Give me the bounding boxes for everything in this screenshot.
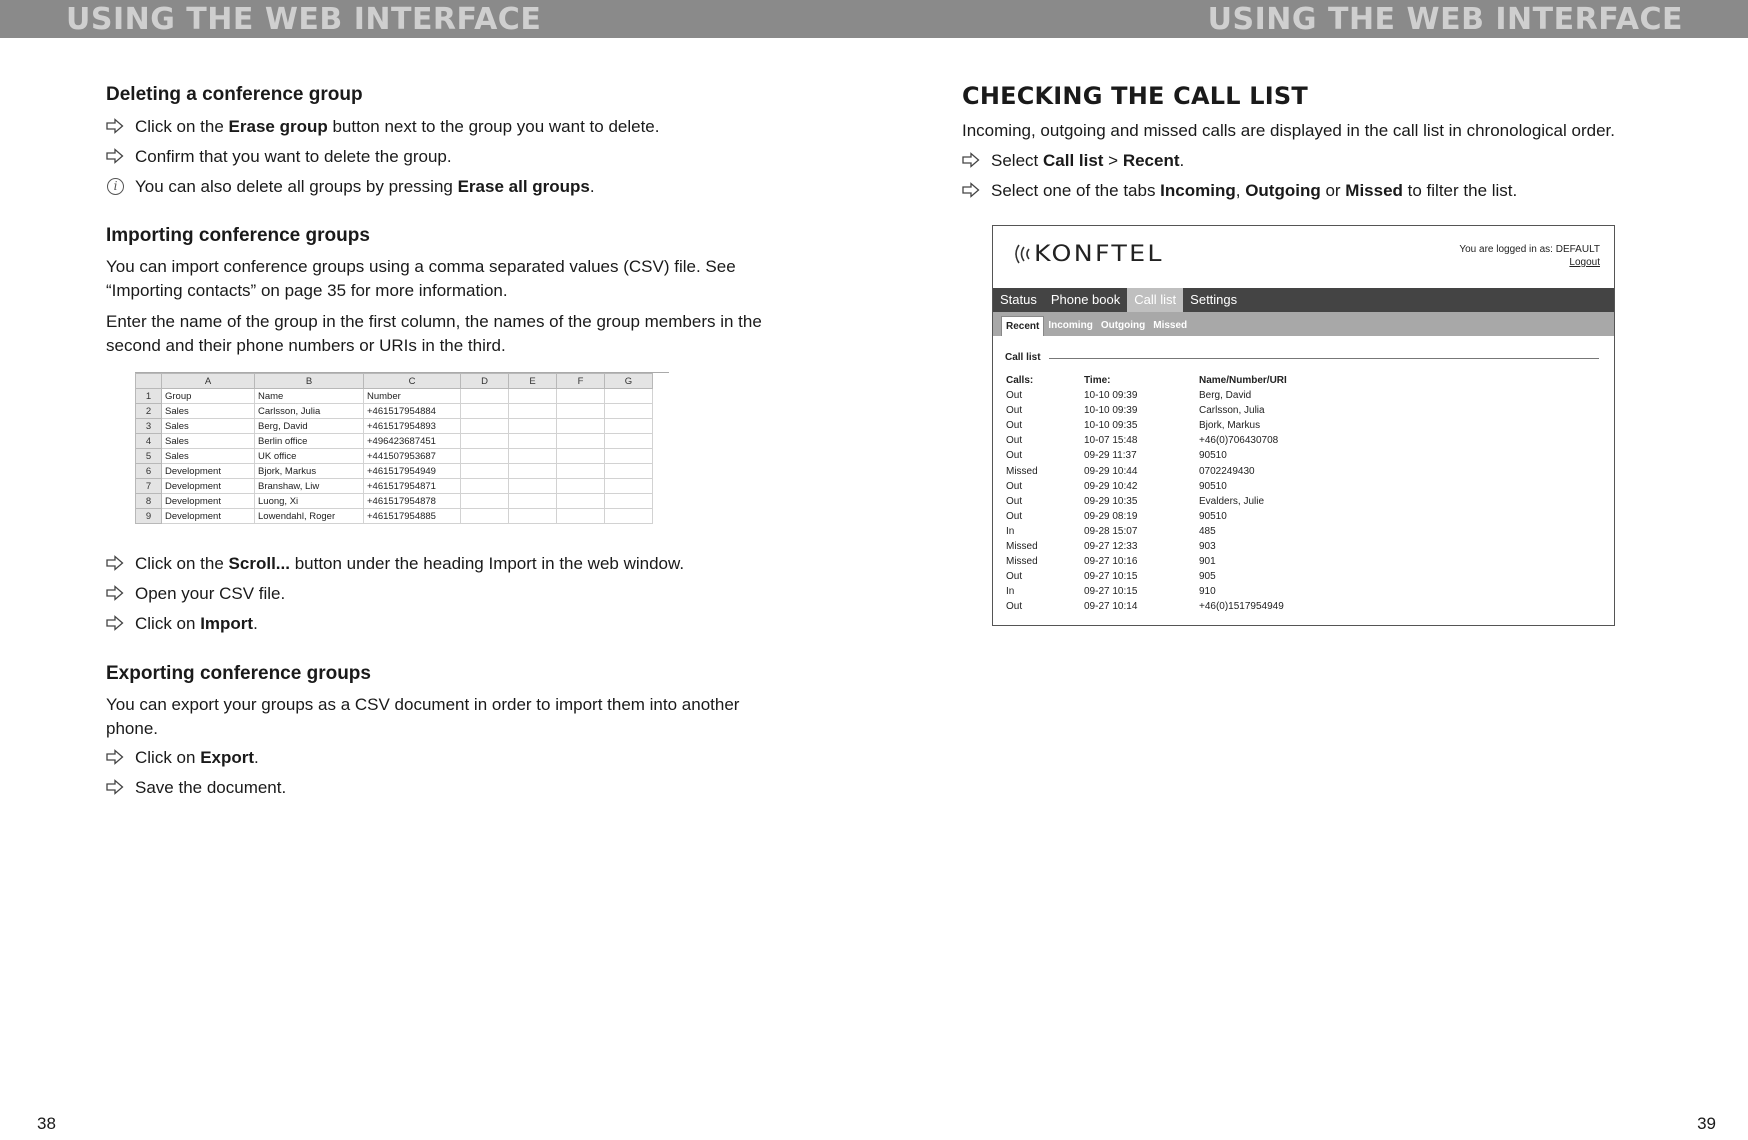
call-row (1006, 388, 1586, 403)
spreadsheet-cell-number: +496423687451 (364, 434, 461, 449)
spreadsheet-empty-cell (557, 404, 605, 419)
spreadsheet-empty-cell (557, 464, 605, 479)
call-type: Out (1006, 420, 1023, 432)
call-type: Out (1006, 510, 1023, 522)
spreadsheet-empty-cell (509, 449, 557, 464)
spreadsheet-column-header: D (461, 374, 509, 389)
call-list-table (1006, 373, 1586, 615)
spreadsheet-empty-cell (461, 509, 509, 524)
spreadsheet-empty-cell (509, 389, 557, 404)
konftel-logo (1010, 241, 1164, 267)
spreadsheet-row-number: 1 (136, 389, 162, 404)
logged-in-text: You are logged in as: DEFAULT (1459, 244, 1600, 255)
spreadsheet-empty-cell (461, 494, 509, 509)
login-status (1459, 243, 1600, 269)
call-time: 09-29 10:44 (1084, 465, 1138, 477)
call-time: 09-29 08:19 (1084, 510, 1138, 522)
web-interface-screenshot (992, 225, 1615, 626)
arrow-icon (962, 152, 980, 168)
spreadsheet-empty-cell (461, 479, 509, 494)
logo-waves-icon (1010, 242, 1032, 266)
spreadsheet-cell-number: +461517954949 (364, 464, 461, 479)
spreadsheet-row-number: 2 (136, 404, 162, 419)
call-row (1006, 418, 1586, 433)
call-time: 10-10 09:35 (1084, 420, 1138, 432)
call-party: Evalders, Julie (1199, 495, 1265, 507)
spreadsheet-empty-cell (557, 434, 605, 449)
spreadsheet-cell-name: Lowendahl, Roger (255, 509, 364, 524)
nav-tab-status[interactable]: Status (1000, 292, 1037, 307)
running-header-bar (0, 0, 1748, 38)
spreadsheet-row (136, 509, 653, 524)
spreadsheet-cell-group: Sales (162, 404, 255, 419)
arrow-icon (106, 118, 124, 134)
arrow-icon (106, 555, 124, 571)
header-calls: Calls: (1006, 375, 1034, 386)
call-time: 10-10 09:39 (1084, 390, 1138, 402)
spreadsheet-empty-cell (557, 449, 605, 464)
call-party: Carlsson, Julia (1199, 405, 1265, 417)
call-type: Out (1006, 571, 1023, 583)
spreadsheet-cell-number: +461517954871 (364, 479, 461, 494)
spreadsheet-empty-cell (605, 464, 653, 479)
spreadsheet-empty-cell (509, 494, 557, 509)
spreadsheet-empty-cell (605, 479, 653, 494)
call-row (1006, 403, 1586, 418)
spreadsheet-empty-cell (557, 389, 605, 404)
call-row (1006, 599, 1586, 614)
spreadsheet-column-header: A (162, 374, 255, 389)
call-row (1006, 464, 1586, 479)
spreadsheet-cell-group: Development (162, 464, 255, 479)
subtab-incoming[interactable]: Incoming (1048, 320, 1093, 331)
subtab-recent[interactable]: Recent (1001, 316, 1044, 336)
spreadsheet-row-number: 5 (136, 449, 162, 464)
spreadsheet-cell-number: +461517954884 (364, 404, 461, 419)
arrow-icon (106, 749, 124, 765)
call-type: Out (1006, 480, 1023, 492)
spreadsheet-empty-cell (605, 389, 653, 404)
call-time: 09-29 10:35 (1084, 495, 1138, 507)
call-row (1006, 448, 1586, 463)
spreadsheet-empty-cell (605, 449, 653, 464)
spreadsheet-row-number: 7 (136, 479, 162, 494)
deleting-heading: Deleting a conference group (106, 84, 363, 105)
spreadsheet-corner (136, 374, 162, 389)
spreadsheet-empty-cell (605, 509, 653, 524)
logout-link[interactable]: Logout (1569, 257, 1600, 268)
call-type: In (1006, 525, 1015, 537)
call-type: Out (1006, 450, 1023, 462)
spreadsheet-cell-group: Sales (162, 449, 255, 464)
nav-tab-settings[interactable]: Settings (1190, 292, 1238, 307)
spreadsheet-column-header: F (557, 374, 605, 389)
spreadsheet-empty-cell (605, 404, 653, 419)
spreadsheet-empty-cell (605, 434, 653, 449)
importing-heading: Importing conference groups (106, 225, 370, 246)
call-party: 0702249430 (1199, 465, 1255, 477)
arrow-icon (106, 779, 124, 795)
call-party: 901 (1199, 556, 1216, 568)
spreadsheet-row (136, 404, 653, 419)
main-nav (993, 288, 1614, 312)
nav-tab-call-list[interactable]: Call list (1127, 288, 1183, 312)
call-type: Out (1006, 435, 1023, 447)
info-icon: i (107, 178, 124, 195)
arrow-icon (106, 148, 124, 164)
call-list-header-row (1006, 373, 1586, 388)
call-type: Out (1006, 390, 1023, 402)
call-time: 09-27 12:33 (1084, 541, 1138, 553)
spreadsheet-empty-cell (509, 434, 557, 449)
spreadsheet-cell-group: Development (162, 494, 255, 509)
spreadsheet-row (136, 419, 653, 434)
spreadsheet-empty-cell (461, 449, 509, 464)
spreadsheet-empty-cell (461, 464, 509, 479)
spreadsheet-column-header: G (605, 374, 653, 389)
spreadsheet-cell-number: +461517954878 (364, 494, 461, 509)
header-time: Time: (1084, 375, 1111, 386)
spreadsheet-cell-name: Branshaw, Liw (255, 479, 364, 494)
spreadsheet-empty-cell (509, 464, 557, 479)
call-party: Berg, David (1199, 390, 1252, 402)
call-row (1006, 569, 1586, 584)
call-time: 09-27 10:15 (1084, 586, 1138, 598)
call-party: 90510 (1199, 450, 1227, 462)
call-party: 903 (1199, 541, 1216, 553)
spreadsheet-cell-name: Name (255, 389, 364, 404)
spreadsheet-empty-cell (557, 509, 605, 524)
spreadsheet-column-header: E (509, 374, 557, 389)
call-party: 485 (1199, 525, 1216, 537)
call-party: 90510 (1199, 480, 1227, 492)
arrow-icon (962, 182, 980, 198)
spreadsheet-cell-name: Bjork, Markus (255, 464, 364, 479)
call-list-intro: Incoming, outgoing and missed calls are displayed in the call list in chronological order. (962, 121, 1615, 140)
spreadsheet-cell-name: Carlsson, Julia (255, 404, 364, 419)
call-type: In (1006, 586, 1015, 598)
spreadsheet-cell-group: Sales (162, 434, 255, 449)
importing-paragraph-1: You can import conference groups using a comma separated values (CSV) file. See “Importing contacts” on page 35 for more information. (106, 257, 736, 300)
spreadsheet-empty-cell (509, 404, 557, 419)
call-row (1006, 584, 1586, 599)
spreadsheet-column-header: B (255, 374, 364, 389)
call-list-section-label: Call list (1005, 352, 1041, 363)
page-number-left: 38 (37, 1114, 56, 1133)
spreadsheet-row-number: 8 (136, 494, 162, 509)
spreadsheet-row (136, 434, 653, 449)
spreadsheet-cell-group: Development (162, 479, 255, 494)
subtab-missed[interactable]: Missed (1153, 320, 1188, 331)
spreadsheet-row (136, 479, 653, 494)
call-type: Missed (1006, 556, 1038, 568)
call-row (1006, 433, 1586, 448)
spreadsheet-empty-cell (461, 404, 509, 419)
spreadsheet-cell-group: Group (162, 389, 255, 404)
spreadsheet-cell-group: Sales (162, 419, 255, 434)
csv-spreadsheet-screenshot (135, 372, 669, 524)
call-time: 10-07 15:48 (1084, 435, 1138, 447)
spreadsheet-row-number: 9 (136, 509, 162, 524)
spreadsheet-empty-cell (509, 479, 557, 494)
spreadsheet-row (136, 464, 653, 479)
call-time: 09-29 11:37 (1084, 450, 1137, 462)
sub-nav (993, 312, 1614, 336)
spreadsheet-empty-cell (557, 419, 605, 434)
spreadsheet-row-number: 4 (136, 434, 162, 449)
spreadsheet-cell-name: Luong, Xi (255, 494, 364, 509)
spreadsheet-row-number: 6 (136, 464, 162, 479)
header-name: Name/Number/URI (1199, 375, 1287, 386)
spreadsheet-row (136, 389, 653, 404)
spreadsheet-empty-cell (461, 419, 509, 434)
call-party: 90510 (1199, 510, 1227, 522)
call-time: 09-27 10:16 (1084, 556, 1138, 568)
spreadsheet-empty-cell (605, 494, 653, 509)
spreadsheet-empty-cell (461, 389, 509, 404)
call-time: 10-10 09:39 (1084, 405, 1138, 417)
spreadsheet-cell-number: Number (364, 389, 461, 404)
call-row (1006, 539, 1586, 554)
spreadsheet-empty-cell (557, 479, 605, 494)
call-party: +46(0)706430708 (1199, 435, 1279, 447)
spreadsheet-cell-number: +441507953687 (364, 449, 461, 464)
running-header-left: USING THE WEB INTERFACE (66, 2, 542, 37)
arrow-icon (106, 585, 124, 601)
call-row (1006, 494, 1586, 509)
arrow-icon (106, 615, 124, 631)
spreadsheet-cell-number: +461517954885 (364, 509, 461, 524)
spreadsheet-empty-cell (461, 434, 509, 449)
call-party: +46(0)1517954949 (1199, 601, 1284, 613)
exporting-heading: Exporting conference groups (106, 663, 371, 684)
exporting-paragraph: You can export your groups as a CSV document in order to import them into another phone. (106, 695, 740, 738)
subtab-outgoing[interactable]: Outgoing (1100, 320, 1146, 331)
spreadsheet-cell-name: Berg, David (255, 419, 364, 434)
spreadsheet-column-header-row (136, 374, 653, 389)
call-party: 905 (1199, 571, 1216, 583)
call-type: Missed (1006, 465, 1038, 477)
spreadsheet-cell-number: +461517954893 (364, 419, 461, 434)
nav-tab-phone-book[interactable]: Phone book (1050, 292, 1121, 307)
call-row (1006, 524, 1586, 539)
spreadsheet-empty-cell (509, 509, 557, 524)
call-time: 09-27 10:14 (1084, 601, 1138, 613)
call-row (1006, 509, 1586, 524)
spreadsheet-row (136, 449, 653, 464)
importing-paragraph-2: Enter the name of the group in the first column, the names of the group members in the second and their phone numbers or URIs in the third. (106, 312, 762, 355)
spreadsheet-empty-cell (509, 419, 557, 434)
logo-wordmark: KONFTEL (1034, 241, 1164, 267)
page-number-right: 39 (1697, 1114, 1716, 1133)
spreadsheet-row (136, 494, 653, 509)
spreadsheet-cell-name: UK office (255, 449, 364, 464)
call-type: Missed (1006, 541, 1038, 553)
call-row (1006, 554, 1586, 569)
spreadsheet-empty-cell (557, 494, 605, 509)
call-party: Bjork, Markus (1199, 420, 1261, 432)
call-party: 910 (1199, 586, 1216, 598)
spreadsheet-row-number: 3 (136, 419, 162, 434)
section-divider (1049, 358, 1599, 359)
call-row (1006, 479, 1586, 494)
spreadsheet-cell-group: Development (162, 509, 255, 524)
spreadsheet-column-header: C (364, 374, 461, 389)
spreadsheet-empty-cell (605, 419, 653, 434)
page-title: CHECKING THE CALL LIST (962, 82, 1308, 110)
call-time: 09-27 10:15 (1084, 571, 1138, 583)
call-type: Out (1006, 601, 1023, 613)
call-type: Out (1006, 495, 1023, 507)
call-time: 09-29 10:42 (1084, 480, 1138, 492)
call-time: 09-28 15:07 (1084, 525, 1138, 537)
spreadsheet-cell-name: Berlin office (255, 434, 364, 449)
running-header-right: USING THE WEB INTERFACE (1207, 2, 1683, 37)
call-type: Out (1006, 405, 1023, 417)
